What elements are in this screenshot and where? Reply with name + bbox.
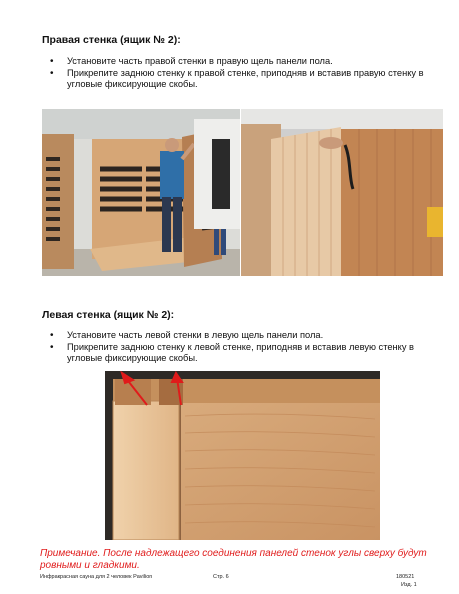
right-wall-step-2: • Прикрепите заднюю стенку к правой стенке, приподняв и вставив правую стенку в угловые фиксирующие скобы.: [42, 68, 437, 90]
left-wall-steps: [42, 330, 437, 365]
right-wall-steps: [42, 56, 437, 91]
left-wall-step-1: • Установите часть левой стенки в левую щель панели пола.: [42, 330, 437, 341]
footer-revision: Изд. 1: [401, 582, 417, 588]
left-wall-heading: Левая стенка (ящик № 2):: [42, 309, 175, 321]
footer-page-number: Стр. 6: [213, 574, 229, 580]
left-wall-corner-photo: [105, 371, 380, 540]
assembly-note: Примечание. После надлежащего соединения панелей стенок углы сверху будут ровными и гладкими.: [40, 548, 427, 571]
footer-product: Инфракрасная сауна для 2 человек Pavilion: [40, 574, 153, 580]
left-wall-corner-illustration: [105, 371, 380, 540]
right-wall-step-1: • Установите часть правой стенки в правую щель панели пола.: [42, 56, 437, 67]
right-wall-corner-photo: [241, 109, 443, 276]
right-wall-heading: Правая стенка (ящик № 2):: [42, 34, 181, 46]
footer-doc-code: 180521: [396, 574, 415, 580]
left-wall-step-2: • Прикрепите заднюю стенку к левой стенке, приподняв и вставив левую стенку в угловые фиксирующие скобы.: [42, 342, 437, 364]
install-right-wall-photo: [42, 109, 240, 276]
right-wall-corner-illustration: [241, 109, 443, 276]
install-right-wall-illustration: [42, 109, 240, 276]
